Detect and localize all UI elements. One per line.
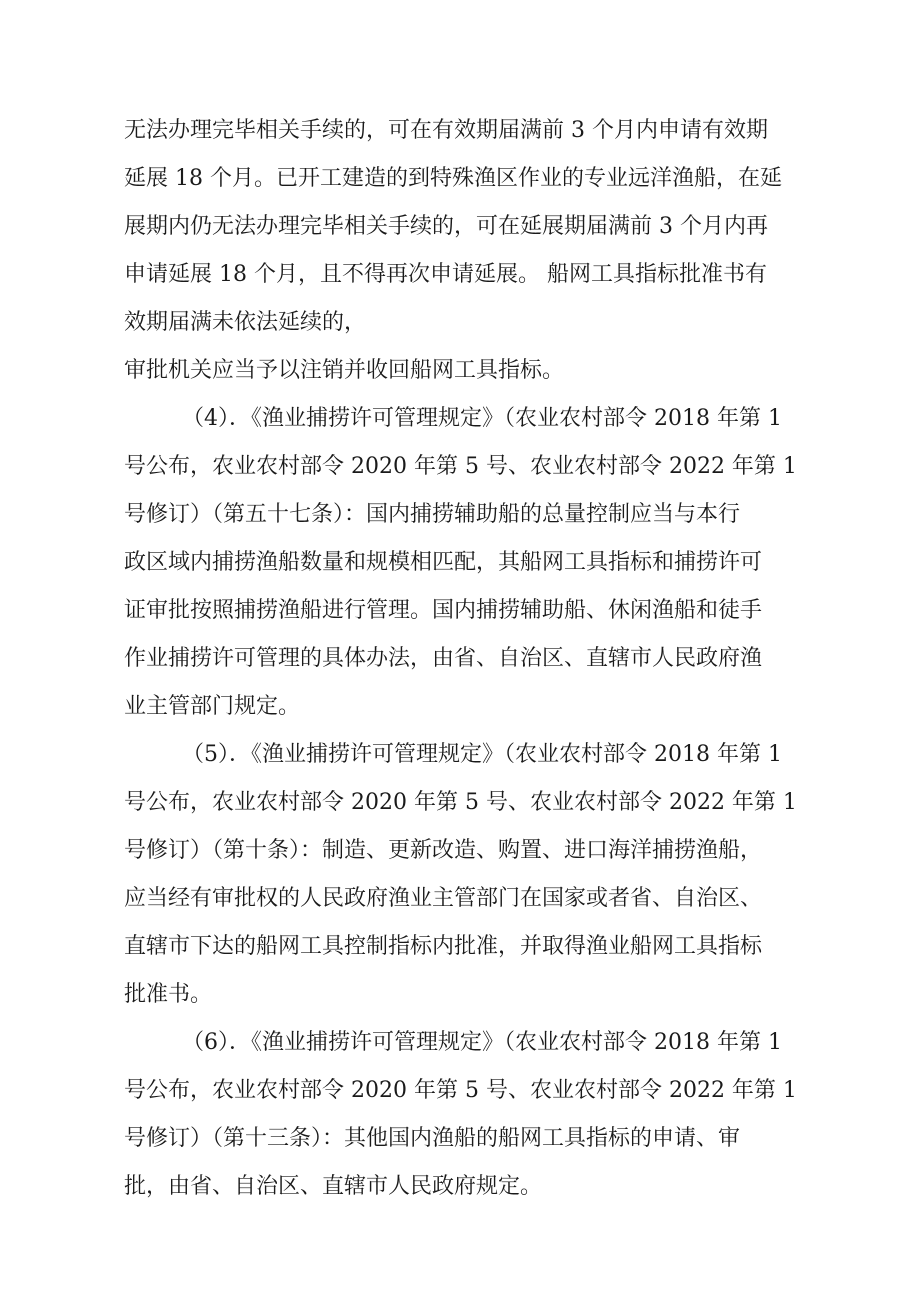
text-line: 延展 18 个月。已开工建造的到特殊渔区作业的专业远洋渔船，在延 <box>124 166 782 191</box>
text-line: 政区域内捕捞渔船数量和规模相匹配，其船网工具指标和捕捞许可 <box>124 550 763 575</box>
text-line: 批准书。 <box>124 982 213 1007</box>
paragraph-5-first-line: （5）．《渔业捕捞许可管理规定》（农业农村部令 2018 年第 1 <box>182 742 782 767</box>
text-line: 审批机关应当予以注销并收回船网工具指标。 <box>124 358 565 383</box>
text-line: 申请延展 18 个月，且不得再次申请延展。 船网工具指标批准书有 <box>124 262 767 287</box>
text-line: 号公布，农业农村部令 2020 年第 5 号、农业农村部令 2022 年第 1 <box>124 454 797 479</box>
text-line: 效期届满未依法延续的， <box>124 310 367 335</box>
text-line: 号修订）（第十三条）：其他国内渔船的船网工具指标的申请、审 <box>124 1126 741 1151</box>
text-line: 直辖市下达的船网工具控制指标内批准，并取得渔业船网工具指标 <box>124 934 763 959</box>
text-line: 证审批按照捕捞渔船进行管理。国内捕捞辅助船、休闲渔船和徒手 <box>124 598 763 623</box>
text-line: 展期内仍无法办理完毕相关手续的，可在延展期届满前 3 个月内再 <box>124 214 768 239</box>
text-line: 号公布，农业农村部令 2020 年第 5 号、农业农村部令 2022 年第 1 <box>124 790 797 815</box>
text-line: 作业捕捞许可管理的具体办法，由省、自治区、直辖市人民政府渔 <box>124 646 763 671</box>
text-line: 应当经有审批权的人民政府渔业主管部门在国家或者省、自治区、 <box>124 886 763 911</box>
text-line: 业主管部门规定。 <box>124 694 301 719</box>
paragraph-4-first-line: （4）．《渔业捕捞许可管理规定》（农业农村部令 2018 年第 1 <box>182 406 782 431</box>
text-line: 批，由省、自治区、直辖市人民政府规定。 <box>124 1174 543 1199</box>
text-line: 号公布，农业农村部令 2020 年第 5 号、农业农村部令 2022 年第 1 <box>124 1078 797 1103</box>
text-line: 号修订）（第五十七条）：国内捕捞辅助船的总量控制应当与本行 <box>124 502 741 527</box>
text-line: 号修订）（第十条）：制造、更新改造、购置、进口海洋捕捞渔船， <box>124 838 763 863</box>
text-line: 无法办理完毕相关手续的，可在有效期届满前 3 个月内申请有效期 <box>124 118 768 143</box>
paragraph-6-first-line: （6）．《渔业捕捞许可管理规定》（农业农村部令 2018 年第 1 <box>182 1030 782 1055</box>
